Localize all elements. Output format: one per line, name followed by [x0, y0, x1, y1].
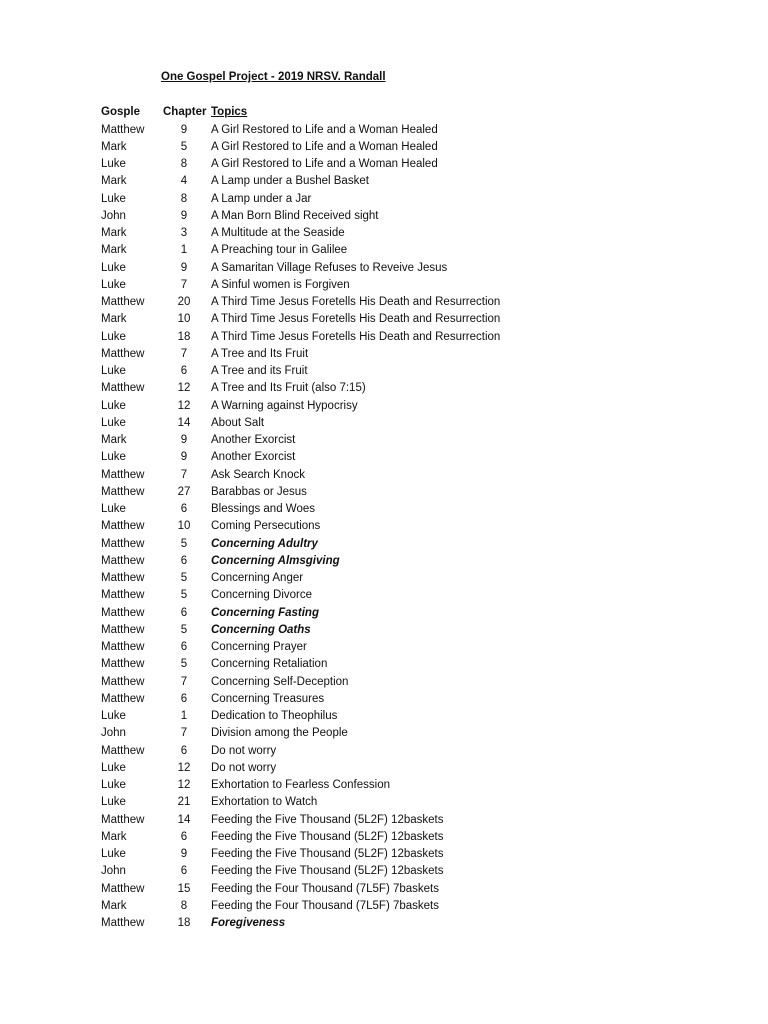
row-topic: A Tree and Its Fruit: [211, 347, 309, 360]
row-chapter: 9: [180, 209, 188, 222]
row-chapter: 7: [180, 468, 188, 481]
row-gospel: Luke: [101, 278, 126, 291]
row-topic: Dedication to Theophilus: [211, 710, 338, 722]
row-gospel: Matthew: [101, 641, 145, 653]
row-topic: A Third Time Jesus Foretells His Death and Resurrection: [211, 330, 501, 343]
row-gospel: Matthew: [101, 572, 145, 584]
header-topics: Topics: [211, 106, 248, 118]
row-topic: A Tree and Its Fruit (also 7:15): [211, 382, 366, 395]
row-chapter: 18: [177, 330, 191, 343]
row-gospel: Luke: [101, 192, 126, 205]
row-chapter: 7: [180, 347, 188, 360]
row-gospel: Luke: [101, 330, 126, 343]
header-chapter: Chapter: [163, 106, 207, 118]
row-topic: A Tree and its Fruit: [211, 365, 308, 377]
row-chapter: 20: [177, 296, 191, 308]
row-topic: Foregiveness: [211, 917, 286, 929]
row-topic: Concerning Divorce: [211, 589, 312, 602]
row-topic: Another Exorcist: [211, 434, 296, 446]
row-chapter: 1: [180, 710, 188, 722]
row-gospel: Matthew: [101, 692, 145, 705]
row-chapter: 6: [180, 744, 188, 757]
row-topic: About Salt: [211, 416, 265, 429]
row-topic: Barabbas or Jesus: [211, 485, 307, 498]
row-topic: Concerning Self-Deception: [211, 675, 349, 688]
row-topic: Concerning Fasting: [211, 606, 319, 619]
row-topic: Concerning Adultry: [211, 537, 318, 550]
row-topic: A Preaching tour in Galilee: [211, 244, 348, 257]
row-chapter: 7: [180, 675, 188, 688]
row-gospel: Luke: [101, 710, 126, 722]
row-gospel: Luke: [101, 399, 126, 412]
row-chapter: 6: [180, 554, 188, 567]
row-chapter: 5: [180, 589, 188, 602]
row-gospel: Matthew: [101, 813, 145, 826]
row-gospel: Matthew: [101, 485, 145, 498]
row-gospel: Luke: [101, 416, 126, 429]
row-topic: A Girl Restored to Life and a Woman Healed: [211, 158, 438, 170]
row-chapter: 7: [180, 727, 188, 740]
row-gospel: Luke: [101, 503, 126, 515]
row-gospel: Mark: [101, 434, 127, 446]
row-gospel: Mark: [101, 830, 127, 843]
row-topic: Concerning Almsgiving: [211, 554, 340, 567]
row-gospel: Luke: [101, 796, 126, 809]
row-topic: Feeding the Five Thousand (5L2F) 12baskets: [211, 865, 444, 878]
row-chapter: 6: [180, 606, 188, 619]
row-chapter: 9: [180, 848, 188, 860]
header-gospel: Gosple: [101, 106, 140, 118]
row-gospel: Mark: [101, 140, 127, 153]
row-topic: Feeding the Four Thousand (7L5F) 7baskets: [211, 882, 440, 895]
row-gospel: Matthew: [101, 468, 145, 481]
row-topic: A Lamp under a Jar: [211, 192, 312, 205]
row-chapter: 18: [177, 917, 191, 929]
row-chapter: 14: [177, 416, 191, 429]
row-gospel: Matthew: [101, 623, 145, 636]
row-chapter: 21: [177, 796, 191, 809]
row-gospel: Matthew: [101, 882, 145, 895]
row-topic: Blessings and Woes: [211, 503, 315, 515]
row-chapter: 6: [180, 865, 188, 878]
row-gospel: Luke: [101, 365, 126, 377]
row-gospel: Matthew: [101, 675, 145, 688]
row-topic: Feeding the Five Thousand (5L2F) 12baskets: [211, 813, 444, 826]
row-chapter: 10: [177, 520, 191, 533]
row-chapter: 12: [177, 761, 191, 774]
row-gospel: Matthew: [101, 123, 145, 136]
row-chapter: 5: [180, 623, 188, 636]
row-topic: Exhortation to Watch: [211, 796, 318, 809]
row-topic: Ask Search Knock: [211, 468, 305, 481]
row-gospel: Matthew: [101, 744, 145, 757]
row-chapter: 5: [180, 537, 188, 550]
row-chapter: 8: [180, 899, 188, 912]
row-chapter: 7: [180, 278, 188, 291]
row-gospel: Mark: [101, 899, 127, 912]
row-chapter: 15: [177, 882, 191, 895]
row-topic: A Samaritan Village Refuses to Reveive Jesus: [211, 261, 448, 274]
row-gospel: John: [101, 727, 126, 740]
row-gospel: Matthew: [101, 917, 145, 929]
row-chapter: 9: [180, 434, 188, 446]
row-chapter: 6: [180, 503, 188, 515]
row-topic: Do not worry: [211, 761, 277, 774]
row-gospel: Matthew: [101, 382, 145, 395]
row-chapter: 5: [180, 658, 188, 671]
row-gospel: John: [101, 865, 126, 878]
row-topic: Concerning Anger: [211, 572, 304, 584]
row-chapter: 12: [177, 779, 191, 791]
row-gospel: Luke: [101, 451, 126, 464]
row-chapter: 9: [180, 261, 188, 274]
row-chapter: 5: [180, 572, 188, 584]
row-gospel: Luke: [101, 761, 126, 774]
row-topic: A Third Time Jesus Foretells His Death and Resurrection: [211, 296, 501, 308]
row-topic: Concerning Retaliation: [211, 658, 328, 671]
row-gospel: Matthew: [101, 347, 145, 360]
row-topic: A Girl Restored to Life and a Woman Healed: [211, 140, 438, 153]
row-gospel: Matthew: [101, 606, 145, 619]
row-gospel: Matthew: [101, 537, 145, 550]
row-topic: A Man Born Blind Received sight: [211, 209, 379, 222]
row-topic: Concerning Treasures: [211, 692, 325, 705]
document-title: One Gospel Project - 2019 NRSV. Randall: [161, 71, 386, 83]
row-gospel: Matthew: [101, 520, 145, 533]
row-topic: A Third Time Jesus Foretells His Death and Resurrection: [211, 313, 501, 326]
row-topic: A Multitude at the Seaside: [211, 227, 345, 239]
row-topic: Feeding the Five Thousand (5L2F) 12baskets: [211, 830, 444, 843]
row-chapter: 3: [180, 227, 188, 239]
row-chapter: 9: [180, 123, 188, 136]
row-gospel: Luke: [101, 848, 126, 860]
row-chapter: 6: [180, 830, 188, 843]
row-topic: Concerning Oaths: [211, 623, 311, 636]
row-gospel: Mark: [101, 227, 127, 239]
row-chapter: 27: [177, 485, 191, 498]
row-topic: A Sinful women is Forgiven: [211, 278, 350, 291]
row-gospel: Matthew: [101, 658, 145, 671]
row-chapter: 8: [180, 192, 188, 205]
row-topic: A Warning against Hypocrisy: [211, 399, 358, 412]
row-chapter: 6: [180, 365, 188, 377]
row-gospel: Mark: [101, 175, 127, 188]
row-chapter: 6: [180, 641, 188, 653]
row-chapter: 14: [177, 813, 191, 826]
row-chapter: 9: [180, 451, 188, 464]
row-gospel: Mark: [101, 313, 127, 326]
row-topic: Exhortation to Fearless Confession: [211, 779, 390, 791]
row-chapter: 10: [177, 313, 191, 326]
row-gospel: Matthew: [101, 554, 145, 567]
row-chapter: 6: [180, 692, 188, 705]
row-gospel: Luke: [101, 158, 126, 170]
row-topic: Concerning Prayer: [211, 641, 307, 653]
row-topic: Feeding the Five Thousand (5L2F) 12baskets: [211, 848, 444, 860]
row-chapter: 4: [180, 175, 188, 188]
row-topic: Division among the People: [211, 727, 348, 740]
row-chapter: 12: [177, 382, 191, 395]
row-chapter: 12: [177, 399, 191, 412]
row-gospel: Luke: [101, 261, 126, 274]
row-topic: A Lamp under a Bushel Basket: [211, 175, 369, 188]
row-topic: Feeding the Four Thousand (7L5F) 7baskets: [211, 899, 440, 912]
row-chapter: 8: [180, 158, 188, 170]
row-gospel: Matthew: [101, 589, 145, 602]
row-topic: Do not worry: [211, 744, 277, 757]
row-topic: Another Exorcist: [211, 451, 296, 464]
row-chapter: 5: [180, 140, 188, 153]
row-gospel: Matthew: [101, 296, 145, 308]
row-chapter: 1: [180, 244, 188, 257]
row-gospel: Mark: [101, 244, 127, 257]
row-gospel: John: [101, 209, 126, 222]
row-topic: A Girl Restored to Life and a Woman Healed: [211, 123, 438, 136]
row-topic: Coming Persecutions: [211, 520, 321, 533]
row-gospel: Luke: [101, 779, 126, 791]
